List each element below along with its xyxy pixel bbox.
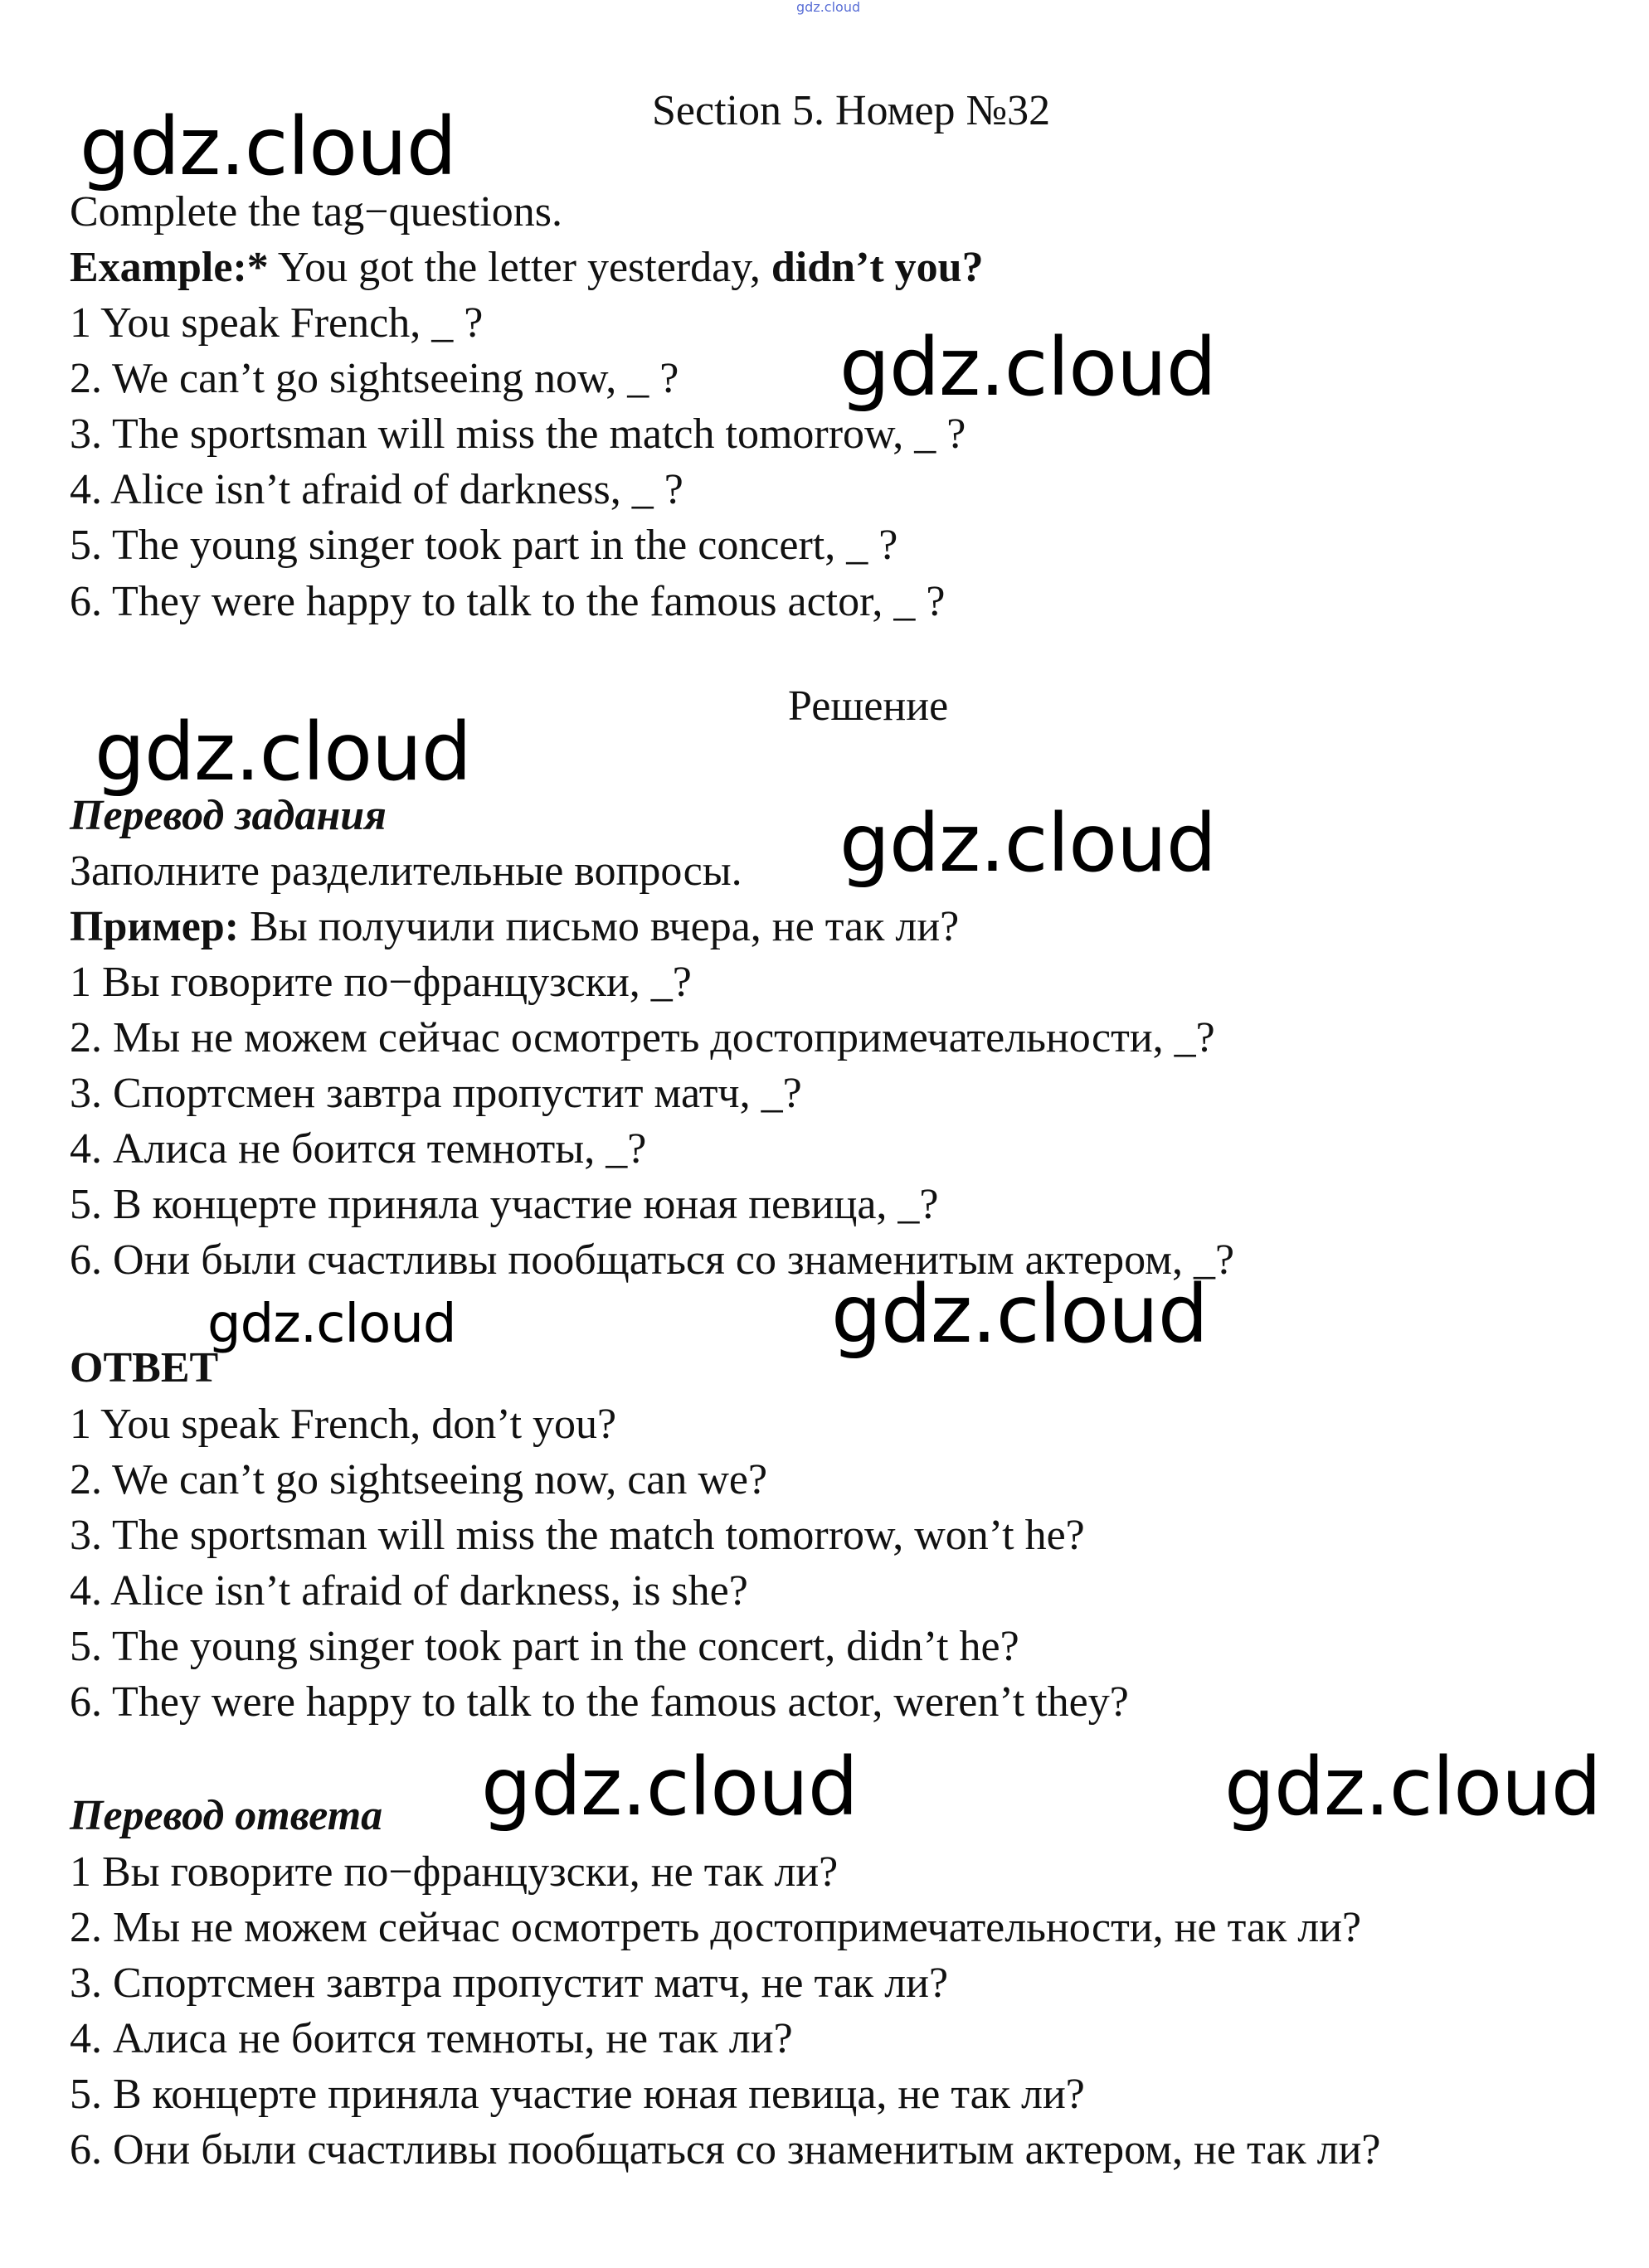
watermark-top-small: gdz.cloud — [796, 0, 861, 15]
answer-translation-item-4: 4. Алиса не боится темноты, не так ли? — [70, 2015, 793, 2062]
watermark-2: gdz.cloud — [839, 321, 1216, 414]
translation-instruction: Заполните разделительные вопросы. — [70, 847, 742, 895]
translation-item-1: 1 Вы говорите по−французски, _? — [70, 959, 692, 1006]
translation-heading: Перевод задания — [70, 792, 387, 839]
answer-translation-item-5: 5. В концерте приняла участие юная певица, не так ли? — [70, 2071, 1085, 2118]
answer-translation-item-6: 6. Они были счастливы пообщаться со знаменитым актером, не так ли? — [70, 2126, 1381, 2173]
task-item-3: 3. The sportsman will miss the match tomorrow, _ ? — [70, 410, 966, 458]
watermark-3: gdz.cloud — [95, 706, 471, 799]
translation-item-3: 3. Спортсмен завтра пропустит матч, _? — [70, 1070, 802, 1117]
task-example — [70, 243, 984, 293]
task-example-text: You got the letter yesterday, — [268, 244, 771, 291]
translation-example-text: Вы получили письмо вчера, не так ли? — [239, 903, 960, 950]
translation-item-6: 6. Они были счастливы пообщаться со знаменитым актером, _? — [70, 1236, 1235, 1284]
task-item-4: 4. Alice isn’t afraid of darkness, _ ? — [70, 466, 683, 513]
answer-heading: ОТВЕТ — [70, 1344, 219, 1391]
answer-translation-item-1: 1 Вы говорите по−французски, не так ли? — [70, 1848, 839, 1896]
task-example-answer: didn’t you? — [771, 244, 984, 291]
answer-item-2: 2. We can’t go sightseeing now, can we? — [70, 1456, 768, 1503]
watermark-7: gdz.cloud — [481, 1741, 858, 1833]
answer-item-1: 1 You speak French, don’t you? — [70, 1401, 617, 1448]
answer-item-5: 5. The young singer took part in the concert, didn’t he? — [70, 1623, 1019, 1670]
solution-title: Решение — [788, 682, 949, 730]
answer-item-6: 6. They were happy to talk to the famous actor, weren’t they? — [70, 1678, 1129, 1726]
watermark-1: gdz.cloud — [80, 100, 456, 193]
task-item-1: 1 You speak French, _ ? — [70, 299, 484, 347]
answer-translation-item-3: 3. Спортсмен завтра пропустит матч, не так ли? — [70, 1960, 949, 2007]
watermark-6: gdz.cloud — [831, 1268, 1208, 1361]
page-title: Section 5. Номер №32 — [652, 87, 1051, 134]
watermark-8: gdz.cloud — [1224, 1741, 1601, 1833]
translation-example-label: Пример: — [70, 903, 240, 950]
task-example-label: Example:* — [70, 244, 269, 291]
translation-item-2: 2. Мы не можем сейчас осмотреть достопримечательности, _? — [70, 1014, 1215, 1061]
task-item-2: 2. We can’t go sightseeing now, _ ? — [70, 355, 679, 402]
answer-translation-heading: Перевод ответа — [70, 1792, 383, 1839]
watermark-4: gdz.cloud — [839, 797, 1216, 890]
translation-example — [70, 902, 959, 952]
task-instruction: Complete the tag−questions. — [70, 188, 563, 236]
answer-translation-item-2: 2. Мы не можем сейчас осмотреть достопримечательности, не так ли? — [70, 1904, 1362, 1951]
task-item-6: 6. They were happy to talk to the famous actor, _ ? — [70, 578, 946, 625]
translation-item-4: 4. Алиса не боится темноты, _? — [70, 1125, 647, 1173]
watermark-5: gdz.cloud — [207, 1294, 456, 1355]
task-item-5: 5. The young singer took part in the concert, _ ? — [70, 522, 898, 569]
translation-item-5: 5. В концерте приняла участие юная певица, _? — [70, 1181, 939, 1228]
answer-item-4: 4. Alice isn’t afraid of darkness, is she? — [70, 1567, 748, 1615]
answer-item-3: 3. The sportsman will miss the match tomorrow, won’t he? — [70, 1512, 1085, 1559]
